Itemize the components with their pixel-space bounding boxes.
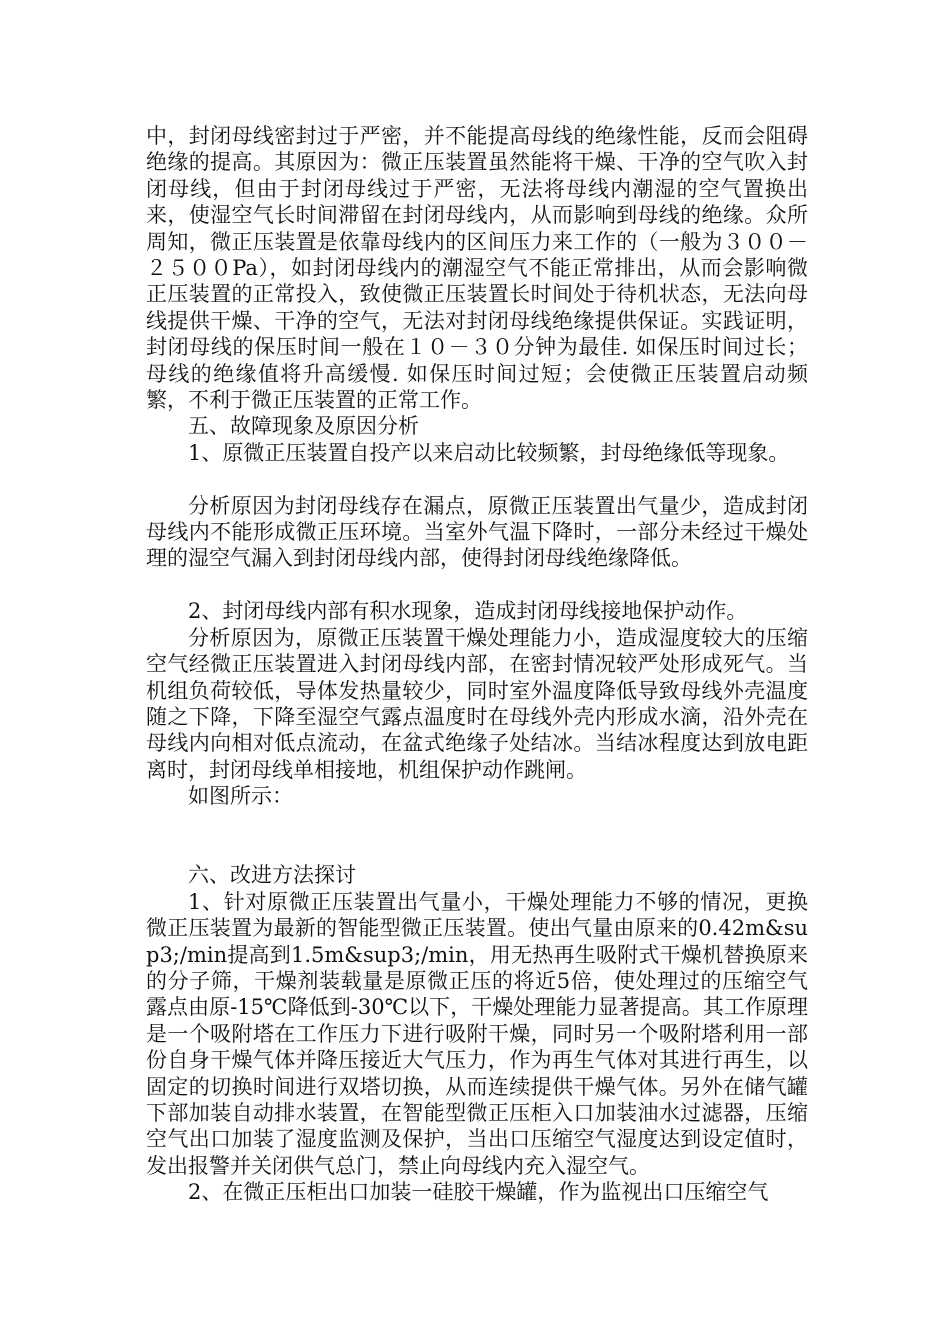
fault-item-2: 2、封闭母线内部有积水现象，造成封闭母线接地保护动作。: [188, 599, 748, 624]
section-heading-6: 六、改进方法探讨: [188, 863, 356, 888]
improvement-item-1: 1、针对原微正压装置出气量小，干燥处理能力不够的情况，更换微正压装置为最新的智能型微正压装置。使出气量由原来的0.42m&sup3;/min提高到1.5m&sup3;/min，用无热再生吸附式干燥机替换原来的分子筛，干燥剂装载量是原微正压的将近5倍，使处理过的压缩空气露点由原-15℃降低到-30℃以下，干燥处理能力显著提高。其工作原理是一个吸附塔在工作压力下进行吸附干燥，同时另一个吸附塔利用一部份自身干燥气体并降压接近大气压力，作为再生气体对其进行再生，以固定的切换时间进行双塔切换，从而连续提供干燥气体。另外在储气罐下部加装自动排水装置，在智能型微正压柜入口加装油水过滤器，压缩空气出口加装了湿度监测及保护，当出口压缩空气湿度达到设定值时，发出报警并关闭供气总门，禁止向母线内充入湿空气。: [146, 889, 808, 1178]
section-heading-5: 五、故障现象及原因分析: [188, 414, 419, 439]
fault-2-analysis: 分析原因为，原微正压装置干燥处理能力小，造成湿度较大的压缩空气经微正压装置进入封闭母线内部，在密封情况较严处形成死气。当机组负荷较低，导体发热量较少，同时室外温度降低导致母线外壳温度随之下降，下降至湿空气露点温度时在母线外壳内形成水滴，沿外壳在母线内向相对低点流动，在盆式绝缘子处结冰。当结冰程度达到放电距离时，封闭母线单相接地，机组保护动作跳闸。: [146, 625, 808, 782]
figure-reference: 如图所示：: [188, 784, 293, 809]
fault-item-1: 1、原微正压装置自投产以来启动比较频繁，封母绝缘低等现象。: [188, 440, 790, 465]
improvement-item-2: 2、在微正压柜出口加装一硅胶干燥罐，作为监视出口压缩空气: [188, 1180, 769, 1205]
document-body: [146, 123, 808, 1206]
figure-placeholder: [146, 810, 808, 863]
paragraph-sealing-analysis: 中，封闭母线密封过于严密，并不能提高母线的绝缘性能，反而会阻碍绝缘的提高。其原因为：微正压装置虽然能将干燥、干净的空气吹入封闭母线，但由于封闭母线过于严密，无法将母线内潮湿的空气置换出来，使湿空气长时间滞留在封闭母线内，从而影响到母线的绝缘。众所周知，微正压装置是依靠母线内的区间压力来工作的（一般为３００－２５００Pa），如封闭母线内的潮湿空气不能正常排出，从而会影响微正压装置的正常投入，致使微正压装置长时间处于待机状态，无法向母线提供干燥、干净的空气，无法对封闭母线绝缘提供保证。实践证明，封闭母线的保压时间一般在１０－３０分钟为最佳. 如保压时间过长；母线的绝缘值将升高缓慢. 如保压时间过短；会使微正压装置启动频繁，不利于微正压装置的正常工作。: [146, 124, 808, 413]
spacer: [146, 572, 808, 598]
fault-1-analysis: 分析原因为封闭母线存在漏点，原微正压装置出气量少，造成封闭母线内不能形成微正压环境。当室外气温下降时，一部分未经过干燥处理的湿空气漏入到封闭母线内部，使得封闭母线绝缘降低。: [146, 493, 808, 571]
spacer: [146, 466, 808, 492]
